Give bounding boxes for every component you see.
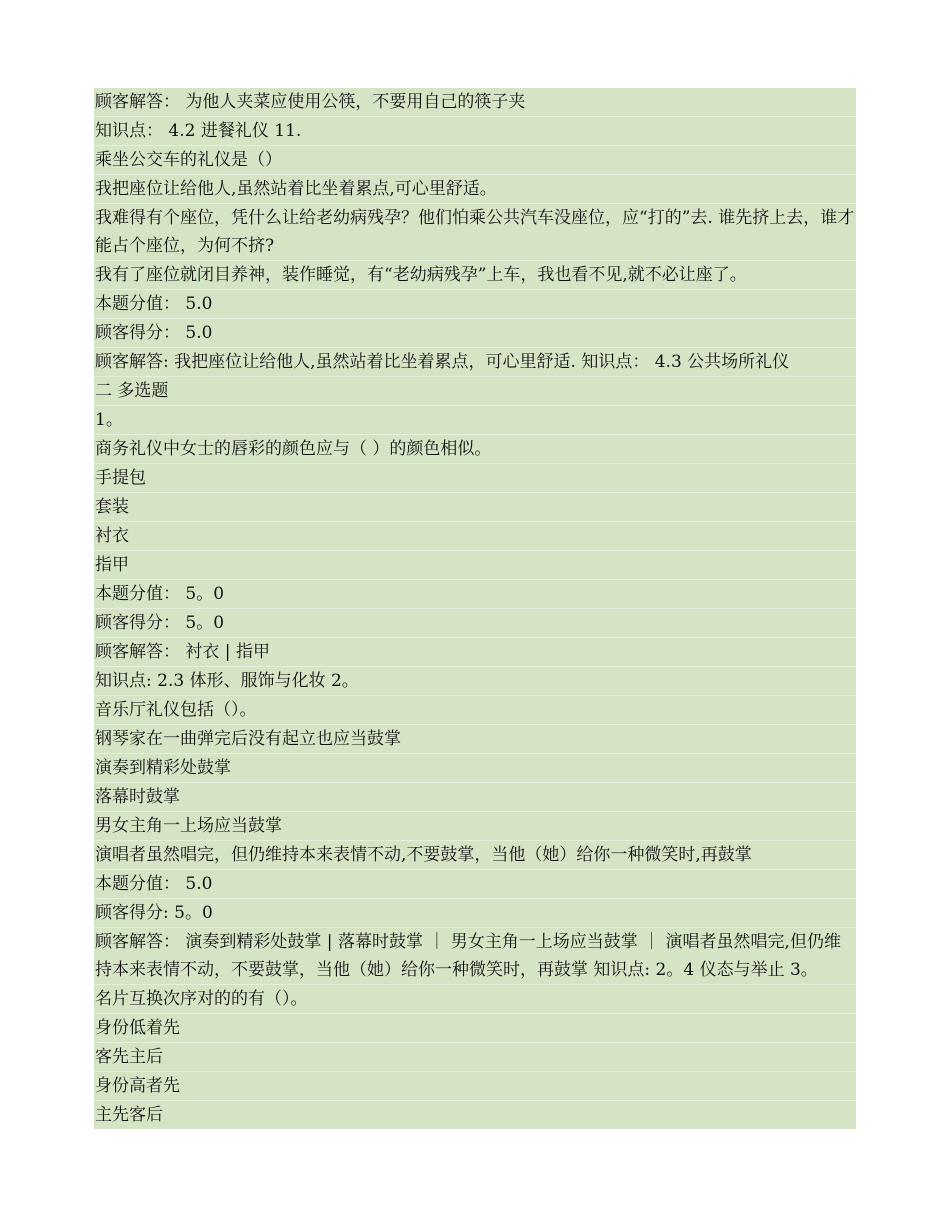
question-text: 乘坐公交车的礼仪是（） (94, 146, 856, 175)
question-number: 1。 (94, 406, 856, 435)
section-heading: 二 多选题 (94, 377, 856, 406)
answer-option: 演唱者虽然唱完，但仍维持本来表情不动,不要鼓掌，当他（她）给你一种微笑时,再鼓掌 (94, 841, 856, 870)
answer-option: 男女主角一上场应当鼓掌 (94, 812, 856, 841)
knowledge-point: 知识点: 2.3 体形、服饰与化妆 2。 (94, 667, 856, 696)
answer-option: 指甲 (94, 551, 856, 580)
answer-explanation: 顾客解答： 演奏到精彩处鼓掌 | 落幕时鼓掌 ｜ 男女主角一上场应当鼓掌 ｜ 演唱者虽然唱完,但仍维持本来表情不动，不要鼓掌，当他（她）给你一种微笑时，再鼓掌 知识点: 2。4 仪态与举止 3。 (94, 928, 856, 985)
document-body (94, 88, 856, 1129)
text-line: 顾客解答： 为他人夹菜应使用公筷，不要用自己的筷子夹 (94, 88, 856, 117)
answer-option: 我有了座位就闭目养神，装作睡觉，有“老幼病残孕”上车，我也看不见,就不必让座了。 (94, 261, 856, 290)
answer-option: 身份高者先 (94, 1072, 856, 1101)
score-earned: 顾客得分： 5.0 (94, 319, 856, 348)
answer-option: 套装 (94, 493, 856, 522)
answer-option: 主先客后 (95, 1105, 163, 1125)
answer-option: 客先主后 (94, 1043, 856, 1072)
answer-option: 衬衣 (94, 522, 856, 551)
answer-option: 身份低着先 (94, 1014, 856, 1043)
score-earned: 顾客得分: 5。0 (94, 899, 856, 928)
answer-option: 落幕时鼓掌 (94, 783, 856, 812)
score-earned: 顾客得分： 5。0 (94, 609, 856, 638)
score-value: 本题分值： 5。0 (94, 580, 856, 609)
score-value: 本题分值： 5.0 (94, 870, 856, 899)
question-text: 商务礼仪中女士的唇彩的颜色应与（ ）的颜色相似。 (94, 435, 856, 464)
answer-option: 我把座位让给他人,虽然站着比坐着累点,可心里舒适。 (94, 175, 856, 204)
score-value: 本题分值： 5.0 (94, 290, 856, 319)
text-line: 知识点： 4.2 进餐礼仪 11. (94, 117, 856, 146)
question-text: 名片互换次序对的的有（）。 (94, 985, 856, 1014)
answer-explanation: 顾客解答: 我把座位让给他人,虽然站着比坐着累点，可心里舒适. 知识点： 4.3 公共场所礼仪 (94, 348, 856, 377)
answer-option: 手提包 (94, 464, 856, 493)
question-text: 音乐厅礼仪包括（）。 (94, 696, 856, 725)
answer-explanation: 顾客解答： 衬衣 | 指甲 (94, 638, 856, 667)
answer-option: 演奏到精彩处鼓掌 (94, 754, 856, 783)
answer-option: 钢琴家在一曲弹完后没有起立也应当鼓掌 (94, 725, 856, 754)
answer-option: 我难得有个座位，凭什么让给老幼病残孕？他们怕乘公共汽车没座位，应“打的”去. 谁先挤上去，谁才能占个座位，为何不挤? (94, 204, 856, 261)
